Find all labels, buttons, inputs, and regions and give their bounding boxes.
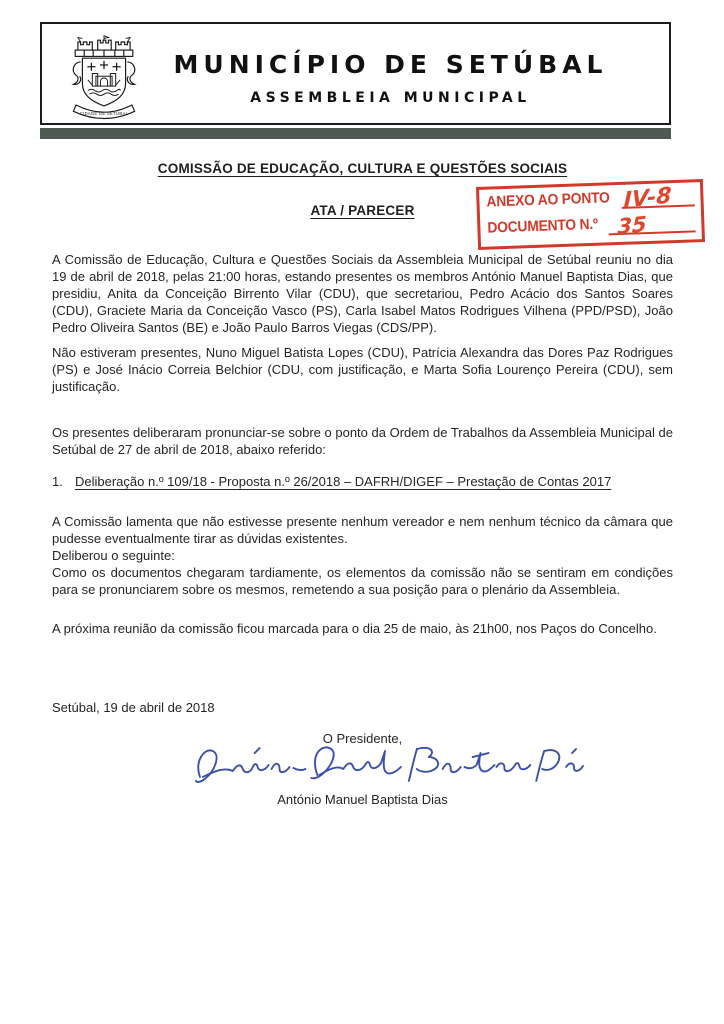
paragraph-absences: Não estiveram presentes, Nuno Miguel Batista Lopes (CDU), Patrícia Alexandra das Dores Paz Rodrigues (PS) e José Inácio Correia Belchior (CDU, com justificação, e Marta Sofia Lourenço Pereira (CDU), sem justificação. xyxy=(52,345,673,394)
stamp-row-anexo xyxy=(486,184,695,213)
header-divider-bar xyxy=(40,128,671,139)
signature-role-label: O Presidente, xyxy=(322,731,403,746)
stamp-row-documento xyxy=(487,210,696,239)
paragraph-attendance: A Comissão de Educação, Cultura e Questões Sociais da Assembleia Municipal de Setúbal reuniu no dia 19 de abril de 2018, pelas 21:00 horas, estando presentes os membros António Manuel Baptista Dias, que presidiu, Anita da Conceição Birrento Vilar (CDU), que secretariou, Pedro Acácio dos Santos Soares (CDU), Graciete Maria da Conceição Vasco (PS), Carla Isabel Matos Rodrigues Vilhena (PPD/PSD), João Pedro Oliveira Santos (BE) e João Paulo Barros Viegas (CDS/PP). xyxy=(52,252,673,335)
stamp-anexo-handwritten-value: IV-8 xyxy=(623,183,672,214)
stamp-documento-blank-line xyxy=(608,210,696,240)
agenda-item-number: 1. xyxy=(52,474,63,489)
document-type-title: ATA / PARECER xyxy=(310,203,415,218)
stamp-documento-label: DOCUMENTO N.º xyxy=(487,215,599,237)
crest-banner-text: CIDADE DE SETÚBAL xyxy=(79,110,129,116)
signature-typed-name: António Manuel Baptista Dias xyxy=(277,792,448,807)
paragraph-deliberation xyxy=(52,513,673,598)
deliberation-regret-text: A Comissão lamenta que não estivesse presente nenhum vereador e nem nenhum técnico da câmara que pudesse eventualmente tirar as dúvidas existentes. xyxy=(52,514,673,546)
stamp-anexo-blank-line xyxy=(621,183,695,214)
annex-stamp xyxy=(476,179,705,250)
stamp-anexo-label: ANEXO AO PONTO xyxy=(486,189,610,211)
agenda-item-1 xyxy=(52,473,673,490)
agenda-item-text: Deliberação n.º 109/18 - Proposta n.º 26/2018 – DAFRH/DIGEF – Prestação de Contas 2017 xyxy=(75,474,612,489)
stamp-documento-handwritten-value: 35 xyxy=(617,211,648,240)
paragraph-agenda-intro: Os presentes deliberaram pronunciar-se sobre o ponto da Ordem de Trabalhos da Assembleia Municipal de Setúbal de 27 de abril de 2018, abaixo referido: xyxy=(52,425,673,457)
document-header xyxy=(40,22,671,125)
place-date-line: Setúbal, 19 de abril de 2018 xyxy=(52,700,215,715)
assembly-subtitle: ASSEMBLEIA MUNICIPAL xyxy=(250,90,531,106)
president-handwritten-signature xyxy=(188,741,586,791)
deliberation-decision-text: Como os documentos chegaram tardiamente, os elementos da comissão não se sentiram em condições para se pronunciarem sobre os mesmos, remetendo a sua posição para o plenário da Assembleia. xyxy=(52,565,673,597)
paragraph-next-meeting: A próxima reunião da comissão ficou marcada para o dia 25 de maio, às 21h00, nos Paços do Concelho. xyxy=(52,621,657,636)
committee-title: COMISSÃO DE EDUCAÇÃO, CULTURA E QUESTÕES SOCIAIS xyxy=(157,161,568,176)
municipality-title: MUNICÍPIO DE SETÚBAL xyxy=(173,50,608,79)
deliberation-lead-in: Deliberou o seguinte: xyxy=(52,548,175,563)
